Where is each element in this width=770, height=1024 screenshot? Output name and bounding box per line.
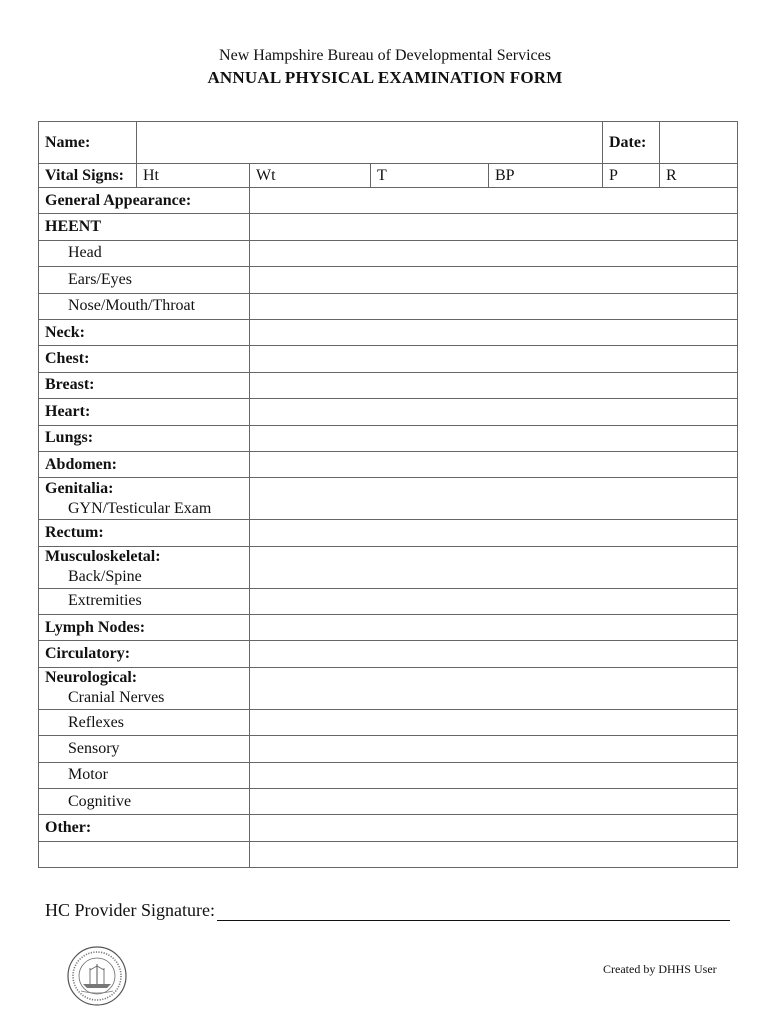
exam-row (39, 588, 738, 614)
agency-name: New Hampshire Bureau of Developmental Services (219, 47, 551, 64)
exam-row-label: Other: (39, 815, 250, 841)
state-seal-icon (67, 946, 127, 1006)
exam-row-label: Sensory (39, 736, 250, 762)
exam-row-label: HEENT (39, 214, 250, 240)
exam-findings-field[interactable] (250, 267, 738, 293)
exam-findings-field[interactable] (250, 709, 738, 735)
exam-findings-field[interactable] (250, 615, 738, 641)
exam-findings-field[interactable] (250, 214, 738, 240)
exam-findings-field[interactable] (250, 425, 738, 451)
exam-findings-field[interactable] (250, 588, 738, 614)
exam-row (39, 372, 738, 398)
exam-subsection-label: Back/Spine (68, 568, 142, 586)
exam-findings-field[interactable] (250, 372, 738, 398)
exam-row-label: Extremities (39, 588, 250, 614)
exam-section-label: Neurological: (45, 669, 138, 687)
exam-row (39, 520, 738, 546)
exam-subsection-label: Cranial Nerves (68, 689, 165, 707)
exam-findings-field[interactable] (250, 451, 738, 477)
exam-row (39, 709, 738, 735)
exam-findings-field[interactable] (250, 789, 738, 815)
exam-row-label (39, 841, 250, 867)
exam-table (38, 121, 738, 868)
exam-row (39, 188, 738, 214)
created-by-note: Created by DHHS User (603, 962, 717, 976)
exam-row-label: Rectum: (39, 520, 250, 546)
exam-row-label: Circulatory: (39, 641, 250, 667)
exam-row-label: Nose/Mouth/Throat (39, 293, 250, 319)
exam-row (39, 240, 738, 266)
date-field[interactable] (660, 122, 738, 164)
height-field[interactable]: Ht (137, 164, 250, 188)
exam-row-label (39, 667, 250, 709)
exam-row-label: Lymph Nodes: (39, 615, 250, 641)
exam-row-label (39, 478, 250, 520)
exam-row (39, 267, 738, 293)
exam-row (39, 451, 738, 477)
exam-row (39, 425, 738, 451)
exam-row (39, 667, 738, 709)
signature-label: HC Provider Signature: (45, 900, 215, 920)
exam-row (39, 546, 738, 588)
exam-row-label: Motor (39, 762, 250, 788)
exam-section-label: Genitalia: (45, 479, 114, 497)
exam-subsection-label: GYN/Testicular Exam (68, 499, 212, 517)
pulse-field[interactable]: P (603, 164, 660, 188)
name-field[interactable] (137, 122, 603, 164)
exam-row (39, 615, 738, 641)
exam-findings-field[interactable] (250, 478, 738, 520)
exam-row-label: Lungs: (39, 425, 250, 451)
exam-findings-field[interactable] (250, 641, 738, 667)
temperature-field[interactable]: T (371, 164, 489, 188)
form-title: ANNUAL PHYSICAL EXAMINATION FORM (207, 68, 563, 87)
exam-row (39, 762, 738, 788)
form-header (0, 46, 770, 89)
exam-row (39, 478, 738, 520)
exam-findings-field[interactable] (250, 841, 738, 867)
exam-findings-field[interactable] (250, 762, 738, 788)
exam-row (39, 399, 738, 425)
exam-findings-field[interactable] (250, 815, 738, 841)
exam-row-label: Ears/Eyes (39, 267, 250, 293)
exam-row-label: General Appearance: (39, 188, 250, 214)
exam-row-label (39, 546, 250, 588)
exam-row (39, 815, 738, 841)
exam-findings-field[interactable] (250, 546, 738, 588)
exam-findings-field[interactable] (250, 520, 738, 546)
exam-row (39, 841, 738, 867)
signature-line[interactable] (217, 902, 730, 921)
exam-row-label: Abdomen: (39, 451, 250, 477)
name-label: Name: (39, 122, 137, 164)
exam-findings-field[interactable] (250, 346, 738, 372)
exam-section-label: Musculoskeletal: (45, 548, 161, 566)
name-row (39, 122, 738, 164)
exam-row (39, 319, 738, 345)
exam-row-label: Head (39, 240, 250, 266)
exam-findings-field[interactable] (250, 399, 738, 425)
exam-findings-field[interactable] (250, 240, 738, 266)
exam-row-label: Neck: (39, 319, 250, 345)
exam-row-label: Cognitive (39, 789, 250, 815)
exam-row (39, 293, 738, 319)
exam-row (39, 641, 738, 667)
respiration-field[interactable]: R (660, 164, 738, 188)
date-label: Date: (603, 122, 660, 164)
exam-row (39, 214, 738, 240)
exam-row (39, 346, 738, 372)
exam-row-label: Breast: (39, 372, 250, 398)
vital-signs-row (39, 164, 738, 188)
exam-findings-field[interactable] (250, 667, 738, 709)
vital-signs-label: Vital Signs: (39, 164, 137, 188)
exam-row-label: Heart: (39, 399, 250, 425)
blood-pressure-field[interactable]: BP (489, 164, 603, 188)
exam-findings-field[interactable] (250, 319, 738, 345)
exam-findings-field[interactable] (250, 188, 738, 214)
exam-row (39, 789, 738, 815)
exam-findings-field[interactable] (250, 736, 738, 762)
exam-row (39, 736, 738, 762)
exam-row-label: Reflexes (39, 709, 250, 735)
exam-row-label: Chest: (39, 346, 250, 372)
exam-findings-field[interactable] (250, 293, 738, 319)
signature-row (45, 900, 730, 921)
weight-field[interactable]: Wt (250, 164, 371, 188)
